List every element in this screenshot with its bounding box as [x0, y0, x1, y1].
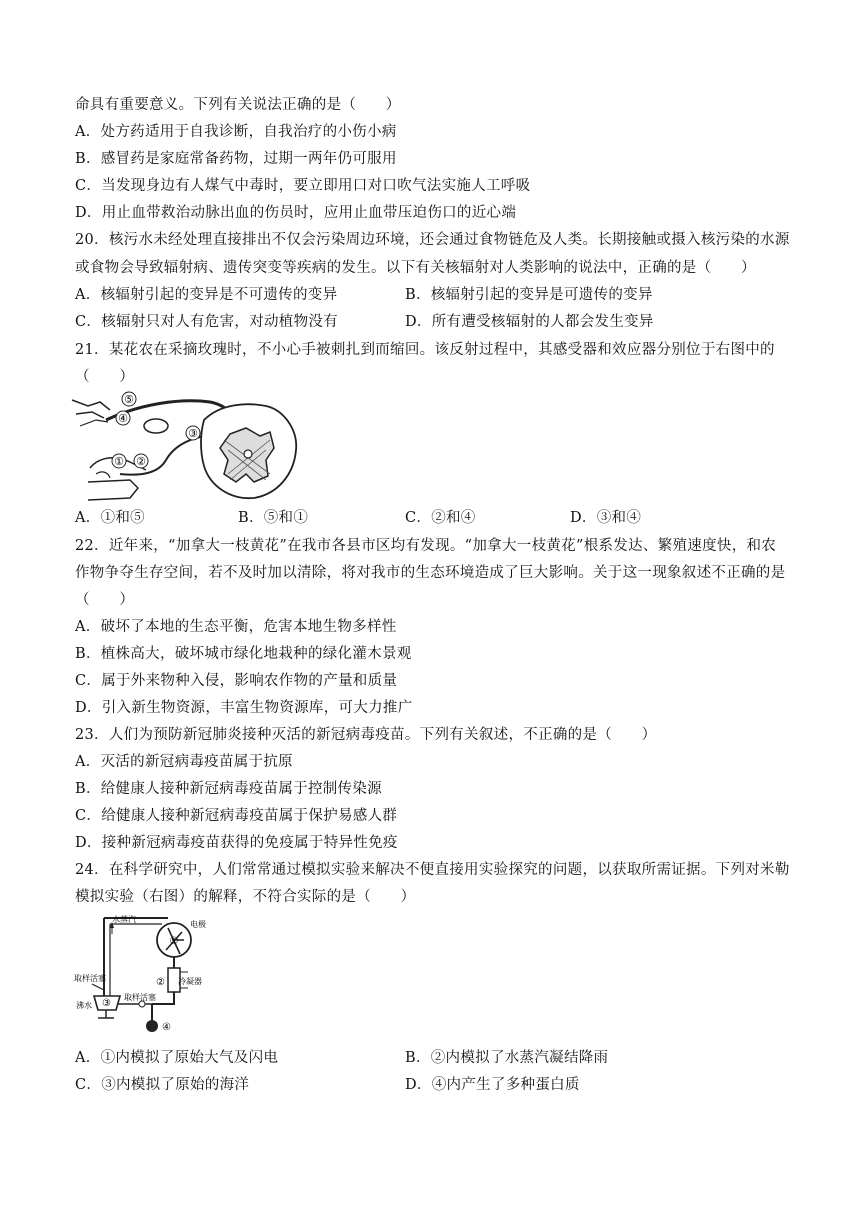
q21-option-a: A．①和⑤ [75, 510, 145, 526]
miller-label-4: ④ [162, 1022, 171, 1033]
q23-option-c: C．给健康人接种新冠病毒疫苗属于保护易感人群 [75, 808, 398, 824]
q22-option-c: C．属于外来物种入侵，影响农作物的产量和质量 [75, 673, 398, 689]
q19-option-c: C．当发现身边有人煤气中毒时，要立即用口对口吹气法实施人工呼吸 [75, 178, 531, 194]
q21-option-b: B．⑤和① [238, 510, 309, 526]
reflex-label-2: ② [136, 455, 146, 468]
miller-label-sampling-left: 取样活塞 [74, 974, 106, 983]
q20-option-b: B．核辐射引起的变异是可遗传的变异 [405, 287, 653, 303]
q19-stem-tail: 命具有重要意义。下列有关说法正确的是（ ） [75, 97, 401, 113]
q23-option-b: B．给健康人接种新冠病毒疫苗属于控制传染源 [75, 781, 382, 797]
q22-option-d: D．引入新生物资源，丰富生物资源库，可大力推广 [75, 700, 413, 716]
q24-option-d: D．④内产生了多种蛋白质 [405, 1077, 580, 1093]
q19-option-d: D．用止血带救治动脉出血的伤员时，应用止血带压迫伤口的近心端 [75, 205, 517, 221]
q20-option-a: A．核辐射引起的变异是不可遗传的变异 [75, 287, 338, 303]
q21-stem-line2: （ ） [75, 369, 135, 385]
q24-option-a: A．①内模拟了原始大气及闪电 [75, 1050, 279, 1066]
q21-stem-line1: 21．某花农在采摘玫瑰时，不小心手被刺扎到而缩回。该反射过程中，其感受器和效应器分别位于右图中的 [75, 342, 775, 358]
miller-label-3: ③ [102, 998, 111, 1009]
q23-stem: 23．人们为预防新冠肺炎接种灭活的新冠病毒疫苗。下列有关叙述，不正确的是（ ） [75, 727, 657, 743]
miller-label-electrode: 电极 [190, 920, 206, 929]
miller-label-boiling: 沸水 [76, 1001, 92, 1010]
q24-option-c: C．③内模拟了原始的海洋 [75, 1077, 250, 1093]
q20-stem-line1: 20．核污水未经处理直接排出不仅会污染周边环境，还会通过食物链危及人类。长期接触或摄入核污染的水源 [75, 232, 790, 248]
q22-stem-line1: 22．近年来，“加拿大一枝黄花”在我市各县市区均有发现。“加拿大一枝黄花”根系发达、繁殖速度快，和农 [75, 538, 777, 554]
miller-experiment-figure [72, 910, 212, 1045]
q24-stem-line2: 模拟实验（右图）的解释，不符合实际的是（ ） [75, 889, 416, 905]
q22-option-b: B．植株高大，破坏城市绿化地栽种的绿化灌木景观 [75, 646, 412, 662]
q19-option-b: B．感冒药是家庭常备药物，过期一两年仍可服用 [75, 151, 397, 167]
reflex-label-1: ① [114, 455, 124, 468]
reflex-arc-figure [70, 390, 302, 508]
q22-stem-line2: 作物争夺生存空间，若不及时加以清除，将对我市的生态环境造成了巨大影响。关于这一现象叙述不正确的是 [75, 565, 786, 581]
q24-stem-line1: 24．在科学研究中，人们常常通过模拟实验来解决不便直接用实验探究的问题，以获取所需证据。下列对米勒 [75, 862, 790, 878]
q23-option-a: A．灭活的新冠病毒疫苗属于抗原 [75, 754, 293, 770]
reflex-label-3: ③ [188, 427, 198, 440]
q20-option-d: D．所有遭受核辐射的人都会发生变异 [405, 314, 654, 330]
q22-option-a: A．破坏了本地的生态平衡，危害本地生物多样性 [75, 619, 397, 635]
miller-label-1: ① [169, 936, 179, 947]
q20-stem-line2: 或食物会导致辐射病、遗传突变等疾病的发生。以下有关核辐射对人类影响的说法中，正确的是（ ） [75, 260, 756, 276]
q19-option-a: A．处方药适用于自我诊断，自我治疗的小伤小病 [75, 124, 397, 140]
reflex-label-5: ⑤ [124, 393, 134, 406]
q22-stem-line3: （ ） [75, 592, 135, 608]
q23-option-d: D．接种新冠病毒疫苗获得的免疫属于特异性免疫 [75, 835, 398, 851]
miller-label-condenser: 冷凝器 [178, 977, 202, 986]
q21-option-c: C．②和④ [405, 510, 476, 526]
miller-label-2: ② [156, 977, 165, 988]
reflex-label-4: ④ [118, 412, 128, 425]
miller-label-sampling-right: 取样活塞 [124, 993, 156, 1002]
q21-option-d: D．③和④ [570, 510, 642, 526]
miller-label-steam: 水蒸汽 [112, 915, 136, 924]
q24-option-b: B．②内模拟了水蒸汽凝结降雨 [405, 1050, 609, 1066]
q20-option-c: C．核辐射只对人有危害，对动植物没有 [75, 314, 338, 330]
